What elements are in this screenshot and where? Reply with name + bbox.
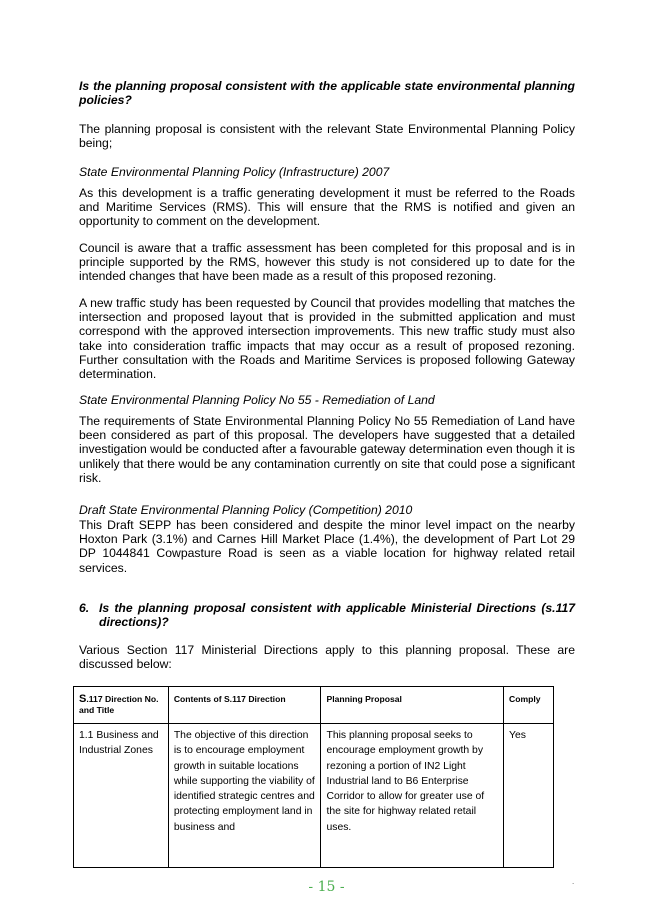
- section-6-question: [79, 601, 575, 631]
- section-6-intro: Various Section 117 Ministerial Directions apply to this planning proposal. These are discussed below:: [79, 643, 575, 672]
- section-question-text: Is the planning proposal consistent with applicable Ministerial Directions (s.117 directions)?: [99, 601, 575, 630]
- table-row: [74, 724, 554, 868]
- draft-sepp-para: This Draft SEPP has been considered and despite the minor level impact on the nearby Hoxton Park (3.1%) and Carnes Hill Market Place (1.4%), the development of Part Lot 29 DP 1044841 Cowpasture Road is seen as a viable location for highway related retail services.: [79, 518, 575, 575]
- sepp-infrastructure-para-1: As this development is a traffic generating development it must be referred to the Roads and Maritime Services (RMS). This will ensure that the RMS is notified and given an opportunity to comment on the development.: [79, 186, 575, 229]
- section-question-sepp: Is the planning proposal consistent with the applicable state environmental planning policies?: [79, 79, 575, 108]
- footer-mark: .: [572, 877, 575, 886]
- ministerial-directions-table: [73, 686, 554, 868]
- sepp55-heading: State Environmental Planning Policy No 55 - Remediation of Land: [79, 393, 435, 407]
- cell-direction: 1.1 Business and Industrial Zones: [74, 724, 169, 868]
- draft-sepp-heading: Draft State Environmental Planning Policy (Competition) 2010: [79, 503, 413, 517]
- section-number: 6.: [79, 601, 90, 615]
- cell-contents: The objective of this direction is to encourage employment growth in suitable locations while supporting the viability of identified strategic centres and protecting employment land in business and: [168, 724, 321, 868]
- header-contents: Contents of S.117 Direction: [168, 687, 321, 724]
- header-direction: S.117 Direction No. and Title: [74, 687, 169, 724]
- table-header-row: [74, 687, 554, 724]
- sepp-intro: The planning proposal is consistent with the relevant State Environmental Planning Policy being;: [79, 122, 575, 151]
- page-number: - 15 -: [308, 879, 345, 895]
- cell-comply: Yes: [504, 724, 554, 868]
- sepp-infrastructure-heading: State Environmental Planning Policy (Infrastructure) 2007: [79, 165, 390, 179]
- sepp-infrastructure-para-3: A new traffic study has been requested by Council that provides modelling that matches the intersection and proposed layout that is provided in the submitted application and must correspond with the approved intersection improvements. This new traffic study must also take into consideration traffic impacts that may occur as a result of proposed rezoning. Further consultation with the Roads and Maritime Services is proposed following Gateway determination.: [79, 296, 575, 382]
- sepp-infrastructure-para-2: Council is aware that a traffic assessment has been completed for this proposal and is in principle supported by the RMS, however this study is not considered up to date for the intended changes that have been made as a result of this proposed rezoning.: [79, 241, 575, 284]
- sepp55-para: The requirements of State Environmental Planning Policy No 55 Remediation of Land have been considered as part of this proposal. The developers have suggested that a detailed investigation would be conducted after a favourable gateway determination even though it is unlikely that there would be any contamination currently on site that could pose a significant risk.: [79, 414, 575, 485]
- header-comply: Comply: [504, 687, 554, 724]
- cell-proposal: This planning proposal seeks to encourage employment growth by rezoning a portion of IN2 Light Industrial land to B6 Enterprise Corridor to allow for greater use of the site for highway related retail uses.: [321, 724, 504, 868]
- header-planning-proposal: Planning Proposal: [321, 687, 504, 724]
